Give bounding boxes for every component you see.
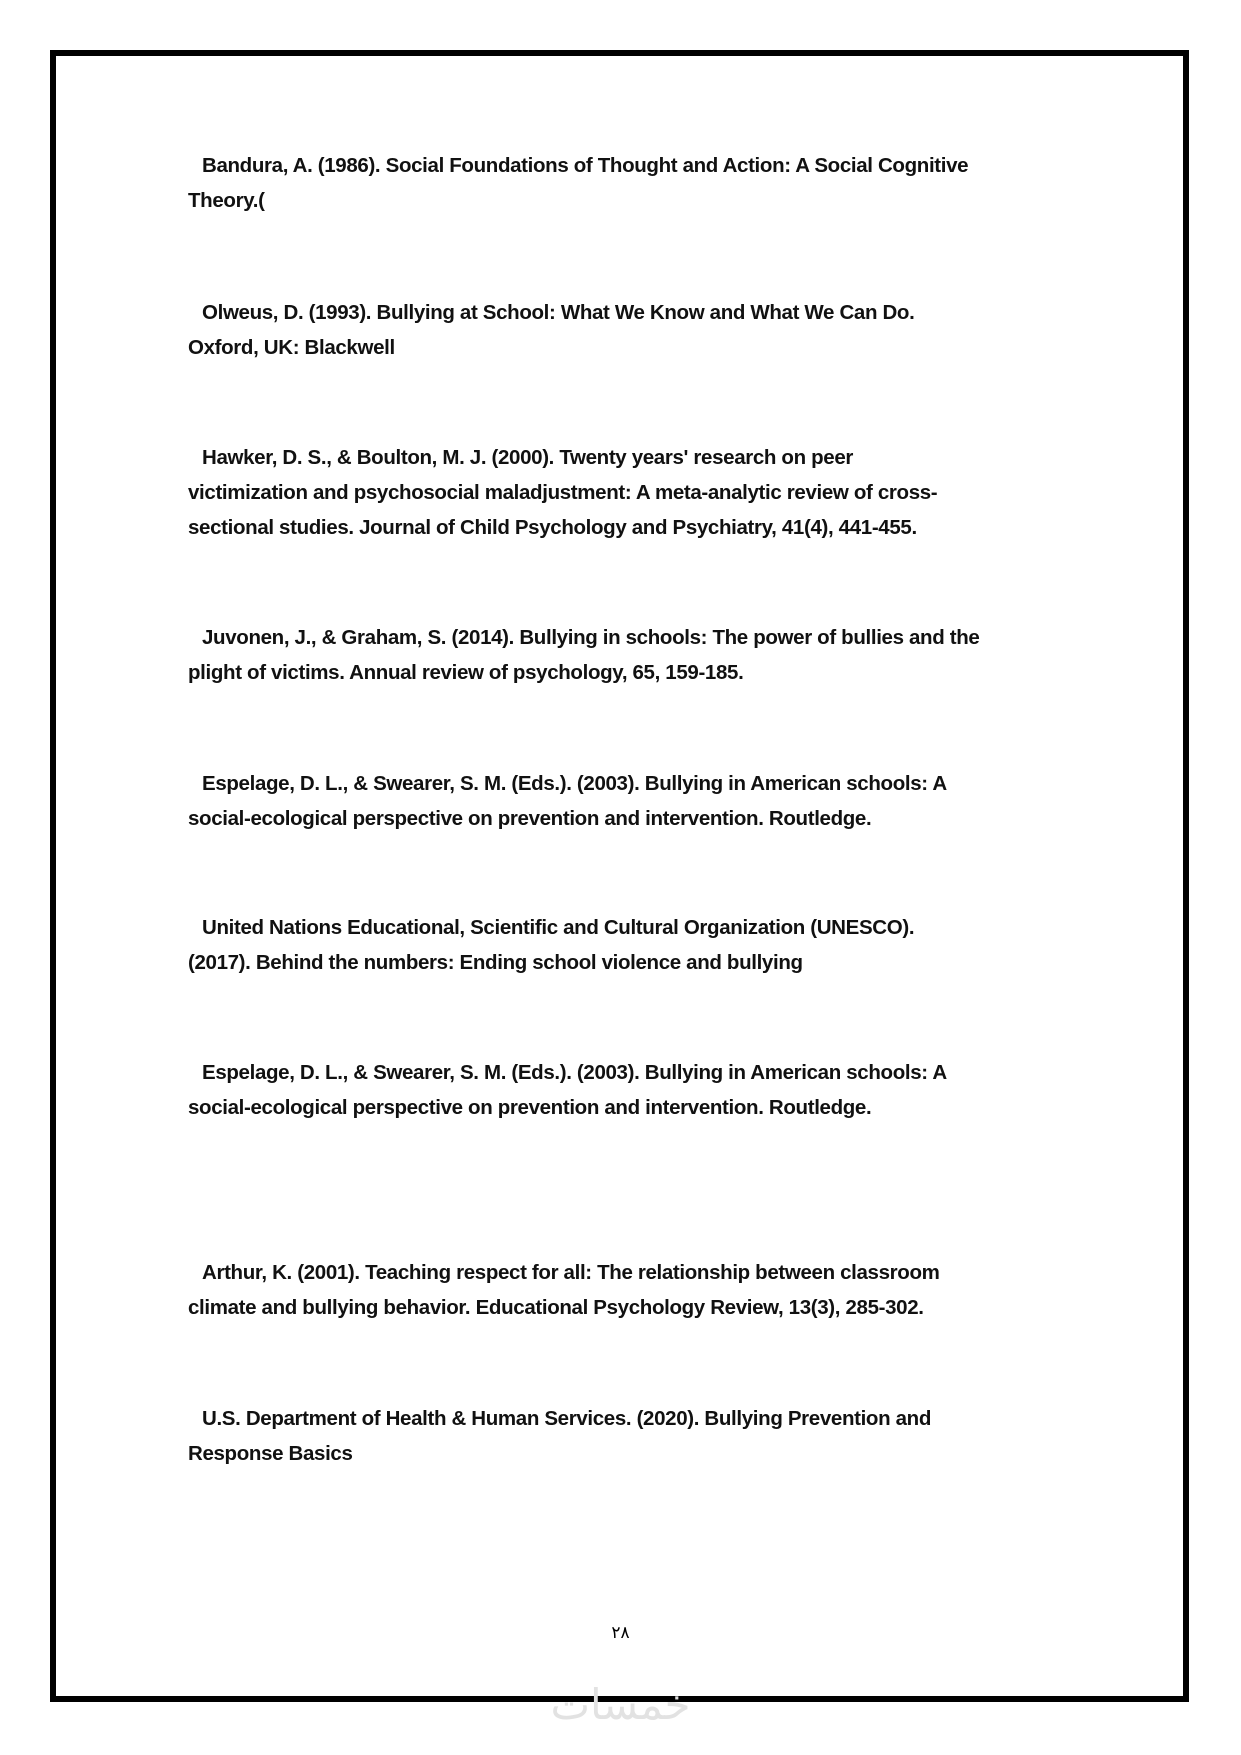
reference-line: social-ecological perspective on prevention and intervention. Routledge. [188,1096,872,1119]
reference-line: plight of victims. Annual review of psychology, 65, 159-185. [188,661,744,684]
reference-line: social-ecological perspective on prevention and intervention. Routledge. [188,807,872,830]
reference-line: (2017). Behind the numbers: Ending school violence and bullying [188,951,803,974]
reference-entry [188,148,968,218]
reference-entry [188,440,937,545]
reference-entry [188,766,947,836]
reference-line: Theory.( [188,189,265,212]
reference-entry [188,295,914,365]
reference-entry [188,620,979,690]
reference-line: Hawker, D. S., & Boulton, M. J. (2000). Twenty years' research on peer [202,446,854,469]
watermark-logo: خمسات [550,1680,691,1729]
reference-entry [188,910,914,980]
reference-entry [188,1401,931,1471]
reference-line: Juvonen, J., & Graham, S. (2014). Bullying in schools: The power of bullies and the [202,626,980,649]
reference-entry [188,1055,947,1125]
reference-line: Arthur, K. (2001). Teaching respect for all: The relationship between classroom [202,1261,940,1284]
reference-line: sectional studies. Journal of Child Psychology and Psychiatry, 41(4), 441-455. [188,516,917,539]
reference-line: Espelage, D. L., & Swearer, S. M. (Eds.). (2003). Bullying in American schools: A [202,1061,947,1084]
reference-line: Bandura, A. (1986). Social Foundations of Thought and Action: A Social Cognitive [202,154,969,177]
page-number: ٢٨ [611,1623,630,1643]
reference-line: victimization and psychosocial maladjustment: A meta-analytic review of cross- [188,481,938,504]
reference-line: Olweus, D. (1993). Bullying at School: What We Know and What We Can Do. [202,301,915,324]
reference-line: United Nations Educational, Scientific and Cultural Organization (UNESCO). [202,916,915,939]
reference-entry [188,1255,940,1325]
reference-line: U.S. Department of Health & Human Services. (2020). Bullying Prevention and [202,1407,932,1430]
reference-line: Espelage, D. L., & Swearer, S. M. (Eds.). (2003). Bullying in American schools: A [202,772,947,795]
reference-line: climate and bullying behavior. Educational Psychology Review, 13(3), 285-302. [188,1296,924,1319]
reference-line: Response Basics [188,1442,353,1465]
reference-line: Oxford, UK: Blackwell [188,336,395,359]
